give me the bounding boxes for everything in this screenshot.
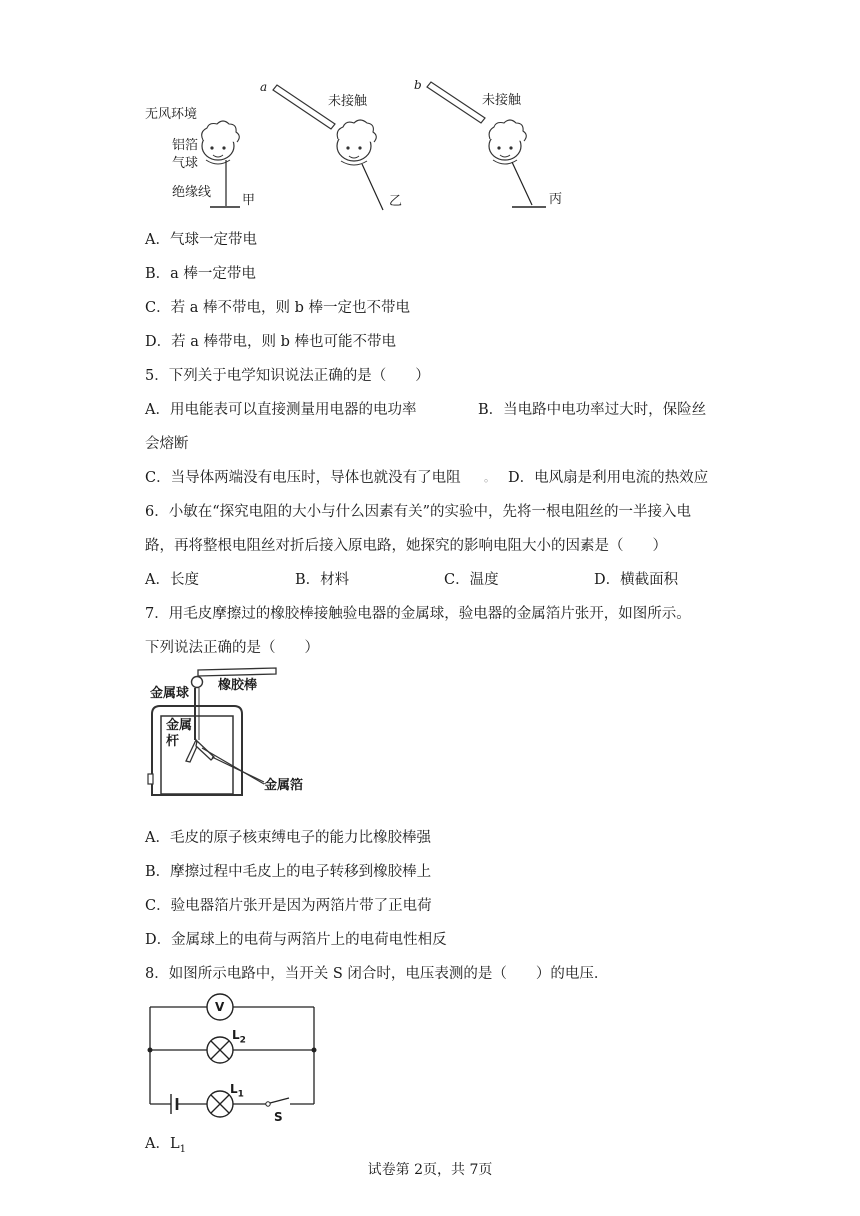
label-l2	[232, 1027, 246, 1048]
label-rubber-rod: 橡胶棒	[218, 678, 258, 693]
q7-option-c: C．验电器箔片张开是因为两箔片带了正电荷	[145, 898, 432, 914]
label-b: b	[414, 78, 422, 92]
q5-option-d: D．电风扇是利用电流的热效应	[508, 470, 709, 486]
label-l2-sub: 2	[239, 1035, 246, 1046]
q4-option-b: B．a 棒一定带电	[145, 266, 256, 282]
label-metal: 金属	[166, 718, 193, 733]
label-jia: 甲	[242, 193, 256, 208]
q6-option-b: B．材料	[295, 572, 350, 588]
q8-option-a-main: A．L	[145, 1136, 180, 1152]
label-yi: 乙	[389, 194, 403, 209]
q6-option-d: D．横截面积	[594, 572, 679, 588]
q6-stem-line1: 6．小敏在“探究电阻的大小与什么因素有关”的实验中，先将一根电阻丝的一半接入电	[145, 504, 692, 520]
q4-option-c: C．若 a 棒不带电，则 b 棒一定也不带电	[145, 300, 410, 316]
label-l1-sub: 1	[237, 1089, 244, 1100]
q4-option-d: D．若 a 棒带电，则 b 棒也可能不带电	[145, 334, 396, 350]
label-balloon: 气球	[172, 156, 199, 171]
q5-option-b-line2: 会熔断	[145, 436, 189, 452]
q6-option-a: A．长度	[145, 572, 199, 588]
q5-option-b-line1: B．当电路中电功率过大时，保险丝	[478, 402, 707, 418]
q7-option-d: D．金属球上的电荷与两箔片上的电荷电性相反	[145, 932, 447, 948]
q5-option-a: A．用电能表可以直接测量用电器的电功率	[145, 402, 417, 418]
q5-option-c: C．当导体两端没有电压时，导体也就没有了电阻	[145, 470, 461, 486]
label-metal-foil: 金属箔	[264, 778, 304, 793]
q5-option-c-mark: 。	[484, 471, 495, 484]
q5-stem: 5．下列关于电学知识说法正确的是（ ）	[145, 368, 430, 384]
label-not-touch-2: 未接触	[482, 93, 522, 108]
q7-stem-line2: 下列说法正确的是（ ）	[145, 640, 319, 656]
q8-stem: 8．如图所示电路中，当开关 S 闭合时，电压表测的是（ ）的电压．	[145, 966, 609, 982]
label-switch: S	[274, 1110, 283, 1124]
label-l1-main: L	[230, 1082, 238, 1096]
q4-option-a: A．气球一定带电	[145, 232, 257, 248]
q7-option-b: B．摩擦过程中毛皮上的电子转移到橡胶棒上	[145, 864, 432, 880]
label-voltmeter: V	[215, 1000, 225, 1014]
label-insulated-wire: 绝缘线	[172, 185, 212, 200]
q7-stem-line1: 7．用毛皮摩擦过的橡胶棒接触验电器的金属球，验电器的金属箔片张开，如图所示。	[145, 606, 691, 622]
label-no-wind: 无风环境	[145, 107, 198, 122]
label-foil: 铝箔	[172, 138, 199, 153]
label-bing: 丙	[549, 192, 563, 207]
label-metal-ball: 金属球	[150, 686, 190, 701]
q6-stem-line2: 路，再将整根电阻丝对折后接入原电路，她探究的影响电阻大小的因素是（ ）	[145, 538, 667, 554]
q7-option-a: A．毛皮的原子核束缚电子的能力比橡胶棒强	[145, 830, 431, 846]
q8-option-a	[145, 1134, 186, 1160]
label-rod: 杆	[166, 734, 180, 749]
page-footer: 试卷第 2页，共 7页	[367, 1162, 493, 1178]
label-l2-main: L	[232, 1028, 240, 1042]
label-a: a	[260, 80, 268, 94]
q6-option-c: C．温度	[444, 572, 499, 588]
q8-option-a-sub: 1	[179, 1143, 186, 1155]
label-l1	[230, 1081, 244, 1102]
label-not-touch-1: 未接触	[328, 94, 368, 109]
